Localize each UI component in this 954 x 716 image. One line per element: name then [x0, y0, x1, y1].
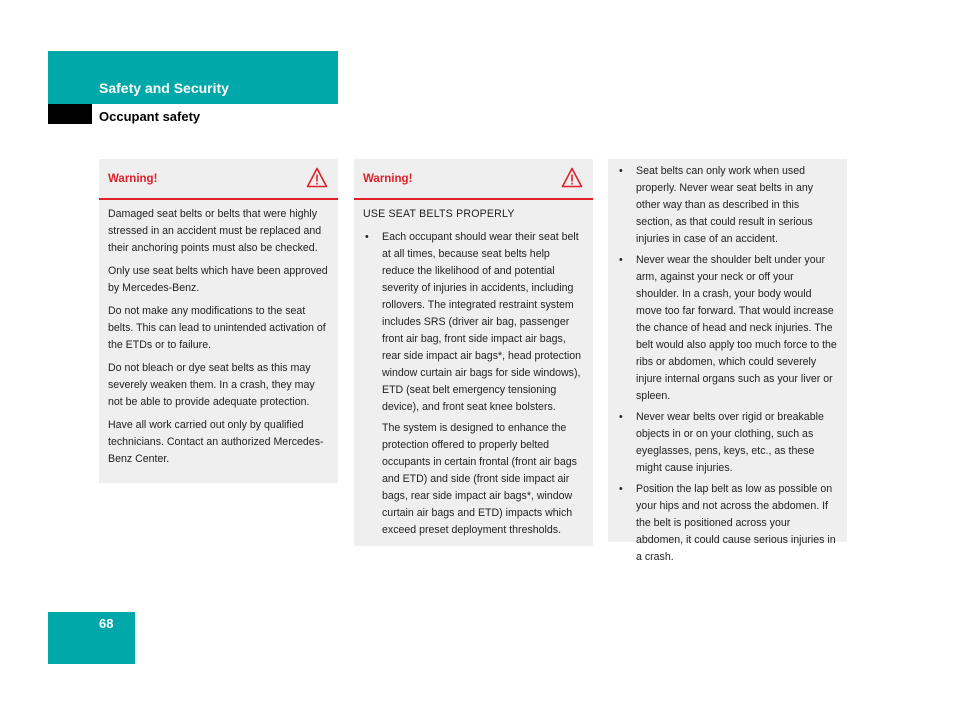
list-item: • Position the lap belt as low as possible on your hips and not across the abdomen. If the belt is positioned across your abdomen, it could cause serious injuries in a crash. [617, 481, 838, 566]
list-item: • Never wear belts over rigid or breakable objects in or on your clothing, such as eyeglasses, pens, keys, etc., as these might cause injuries. [617, 409, 838, 477]
bullet-list [617, 163, 838, 566]
paragraph: Have all work carried out only by qualified technicians. Contact an authorized Mercedes-Benz Center. [108, 419, 324, 465]
paragraph: Only use seat belts which have been approved by Mercedes-Benz. [108, 265, 328, 294]
bullet-list [363, 229, 584, 416]
warning-box-use-belts-properly [354, 159, 593, 546]
page-number-tab [48, 612, 135, 664]
warning-triangle-icon [561, 167, 583, 188]
warning-title: Warning! [108, 173, 158, 185]
list-item: • Never wear the shoulder belt under your arm, against your neck or off your shoulder. In a crash, your body would move too far forward. That would increase the chance of head and neck injuries. The belt would also apply too much force to the ribs or abdomen, which could severely injure internal organs such as your liver or spleen. [617, 252, 838, 405]
warning-box-damaged-belts [99, 159, 338, 483]
warning-triangle-icon [306, 167, 328, 188]
list-item: • Seat belts can only work when used properly. Never wear seat belts in any other way than as described in this section, as that could result in serious injuries in case of an accident. [617, 163, 838, 248]
subsection-marker [48, 104, 92, 124]
page-number: 68 [99, 616, 114, 631]
subsection-title: Occupant safety [99, 109, 201, 124]
warning-title: Warning! [363, 173, 413, 185]
header-band [48, 51, 338, 104]
paragraph: Do not make any modifications to the seat belts. This can lead to unintended activation of the ETDs or to failure. [108, 305, 326, 351]
section-title: Safety and Security [99, 80, 229, 96]
warning-header [354, 159, 593, 200]
seat-belt-guidelines-box [608, 159, 847, 563]
paragraph: Damaged seat belts or belts that were highly stressed in an accident must be replaced and their anchoring points must also be checked. [108, 208, 322, 254]
paragraph: The system is designed to enhance the protection offered to properly belted occupants in certain frontal (front air bags and ETD) and side (front side impact air bags, rear side impact air bags*, window curtain air bags and ETD) impacts which exceed preset deployment thresholds. [382, 422, 577, 536]
paragraph: Do not bleach or dye seat belts as this may severely weaken them. In a crash, they may not be able to provide adequate protection. [108, 362, 315, 408]
warning-header [99, 159, 338, 200]
list-item: • Each occupant should wear their seat belt at all times, because seat belts help reduce the likelihood of and potential severity of injuries in accidents, including rollovers. The integrated restraint system includes SRS (driver air bag, passenger front air bag, front side impact air bags, rear side impact air bags*, head protection window curtain air bags for side windows), ETD (seat belt emergency tensioning device), and front seat knee bolsters. [363, 229, 584, 416]
warning-heading: USE SEAT BELTS PROPERLY [363, 208, 515, 220]
